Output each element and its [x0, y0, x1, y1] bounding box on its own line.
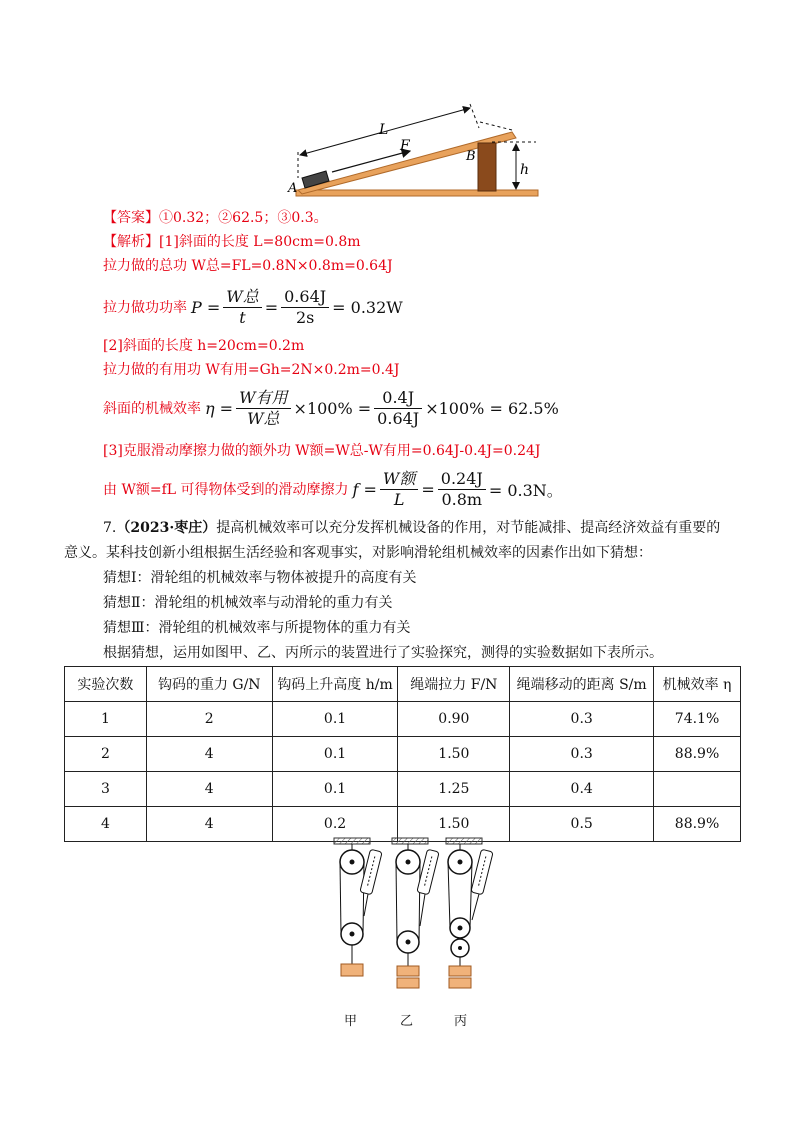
table-cell: 1 — [65, 702, 147, 737]
pulley-figures — [330, 836, 510, 1006]
table-cell: 2 — [65, 737, 147, 772]
friction-formula-prefix: 由 W额=fL 可得物体受到的滑动摩擦力 — [103, 482, 349, 498]
caption-bing: 丙 — [454, 1014, 468, 1029]
table-header-cell: 绳端移动的距离 S/m — [510, 667, 654, 702]
table-row — [65, 702, 741, 737]
table-cell: 0.90 — [398, 702, 510, 737]
analysis-line-7: [3]克服滑动摩擦力做的额外功 W额=W总-W有用=0.64J-0.4J=0.24J — [103, 443, 541, 459]
pulley-setup-bing — [446, 838, 493, 988]
friction-lhs: f = — [352, 479, 377, 499]
question-intro-1: 提高机械效率可以充分发挥机械设备的作用，对节能减排、提高经济效益有重要的 — [216, 520, 721, 536]
table-cell: 4 — [146, 737, 272, 772]
efficiency-formula-line: 斜面的机械效率 η = $\frac{\text{W有用}}{\text{W总}}$ ×100% = $\frac{0.4J}{0.64J}$ ×100% = 62.5% — [103, 387, 559, 428]
efficiency-result: ×100% = 62.5% — [425, 398, 559, 418]
friction-result: = 0.3N。 — [488, 480, 563, 500]
table-cell: 2 — [146, 702, 272, 737]
table-cell: 1.50 — [398, 737, 510, 772]
table-row — [65, 737, 741, 772]
caption-jia: 甲 — [344, 1014, 358, 1029]
table-header-row — [65, 667, 741, 702]
guess-1: 猜想Ⅰ：滑轮组的机械效率与物体被提升的高度有关 — [103, 570, 417, 586]
analysis-text-1: [1]斜面的长度 L=80cm=0.8m — [159, 234, 361, 250]
table-cell: 0.5 — [510, 807, 654, 842]
table-cell: 0.2 — [272, 807, 398, 842]
efficiency-fraction-1: $\frac{\text{W有用}}{\text{W总}}$ — [236, 388, 290, 429]
question-intro-line-1 — [103, 517, 720, 539]
ground-board — [296, 190, 538, 196]
friction-fraction-1: $\frac{\text{W额}}{L}$ — [380, 469, 418, 510]
answer-line — [103, 208, 328, 228]
answer-text: ①0.32；②62.5；③0.3。 — [159, 210, 328, 226]
table-cell: 4 — [65, 807, 147, 842]
power-formula-prefix: 拉力做功功率 — [103, 300, 187, 316]
power-fraction-1: $\frac{\text{W总}}{t}$ — [223, 287, 261, 328]
table-cell: 74.1% — [654, 702, 741, 737]
analysis-line-5: 拉力做的有用功 W有用=Gh=2N×0.2m=0.4J — [103, 362, 400, 378]
table-header-cell: 机械效率 η — [654, 667, 741, 702]
efficiency-formula-prefix: 斜面的机械效率 — [103, 401, 201, 417]
table-cell: 0.1 — [272, 737, 398, 772]
incline-figure — [284, 100, 540, 200]
table-row — [65, 772, 741, 807]
friction-fraction-2: $\frac{0.24J}{0.8m}$ — [438, 469, 486, 510]
power-lhs: P = — [191, 297, 221, 317]
analysis-line-4: [2]斜面的长度 h=20cm=0.2m — [103, 338, 305, 354]
table-header-cell: 绳端拉力 F/N — [398, 667, 510, 702]
table-header-cell: 实验次数 — [65, 667, 147, 702]
question-source: （2023·枣庄） — [116, 520, 217, 536]
table-cell: 1.25 — [398, 772, 510, 807]
method-text: 根据猜想，运用如图甲、乙、丙所示的装置进行了实验探究，测得的实验数据如下表所示。 — [103, 645, 663, 661]
table-cell: 4 — [146, 772, 272, 807]
table-cell: 0.3 — [510, 702, 654, 737]
table-cell: 1.50 — [398, 807, 510, 842]
label-A: A — [288, 181, 298, 196]
table-header-cell: 钩码的重力 G/N — [146, 667, 272, 702]
experiment-table — [64, 666, 741, 842]
power-result: = 0.32W — [332, 297, 403, 317]
table-header-cell: 钩码上升高度 h/m — [272, 667, 398, 702]
table-cell: 0.1 — [272, 702, 398, 737]
question-intro-line-2: 意义。某科技创新小组根据生活经验和客观事实，对影响滑轮组机械效率的因素作出如下猜想： — [64, 545, 652, 561]
friction-formula-line: 由 W额=fL 可得物体受到的滑动摩擦力 f = $\frac{\text{W额}}{L}$ = $\frac{0.24J}{0.8m}$ = 0.3N。 — [103, 468, 563, 509]
analysis-line-1 — [103, 232, 361, 252]
guess-2: 猜想Ⅱ：滑轮组的机械效率与动滑轮的重力有关 — [103, 595, 393, 611]
label-B: B — [466, 149, 476, 164]
guess-3: 猜想Ⅲ：滑轮组的机械效率与所提物体的重力有关 — [103, 620, 411, 636]
answer-tag: 【答案】 — [103, 210, 159, 226]
caption-yi: 乙 — [400, 1014, 414, 1029]
label-F: F — [400, 138, 410, 154]
table-cell — [654, 772, 741, 807]
efficiency-lhs: η = — [205, 398, 234, 418]
power-fraction-2: $\frac{0.64J}{2s}$ — [281, 287, 329, 328]
support-block — [478, 143, 496, 191]
analysis-tag: 【解析】 — [103, 234, 159, 250]
power-formula-line: 拉力做功功率 P = $\frac{\text{W总}}{t}$ = $\frac{0.64J}{2s}$ = 0.32W — [103, 286, 403, 327]
label-h: h — [520, 162, 530, 178]
table-cell: 88.9% — [654, 737, 741, 772]
table-cell: 88.9% — [654, 807, 741, 842]
table-cell: 0.3 — [510, 737, 654, 772]
pulley-setup-yi — [392, 838, 439, 988]
table-cell: 0.1 — [272, 772, 398, 807]
question-number: 7. — [103, 520, 117, 536]
table-cell: 3 — [65, 772, 147, 807]
pulley-setup-jia — [334, 838, 382, 976]
analysis-line-2: 拉力做的总功 W总=FL=0.8N×0.8m=0.64J — [103, 258, 393, 274]
table-cell: 0.4 — [510, 772, 654, 807]
table-cell: 4 — [146, 807, 272, 842]
label-L: L — [379, 122, 389, 138]
efficiency-fraction-2: $\frac{0.4J}{0.64J}$ — [374, 388, 422, 429]
